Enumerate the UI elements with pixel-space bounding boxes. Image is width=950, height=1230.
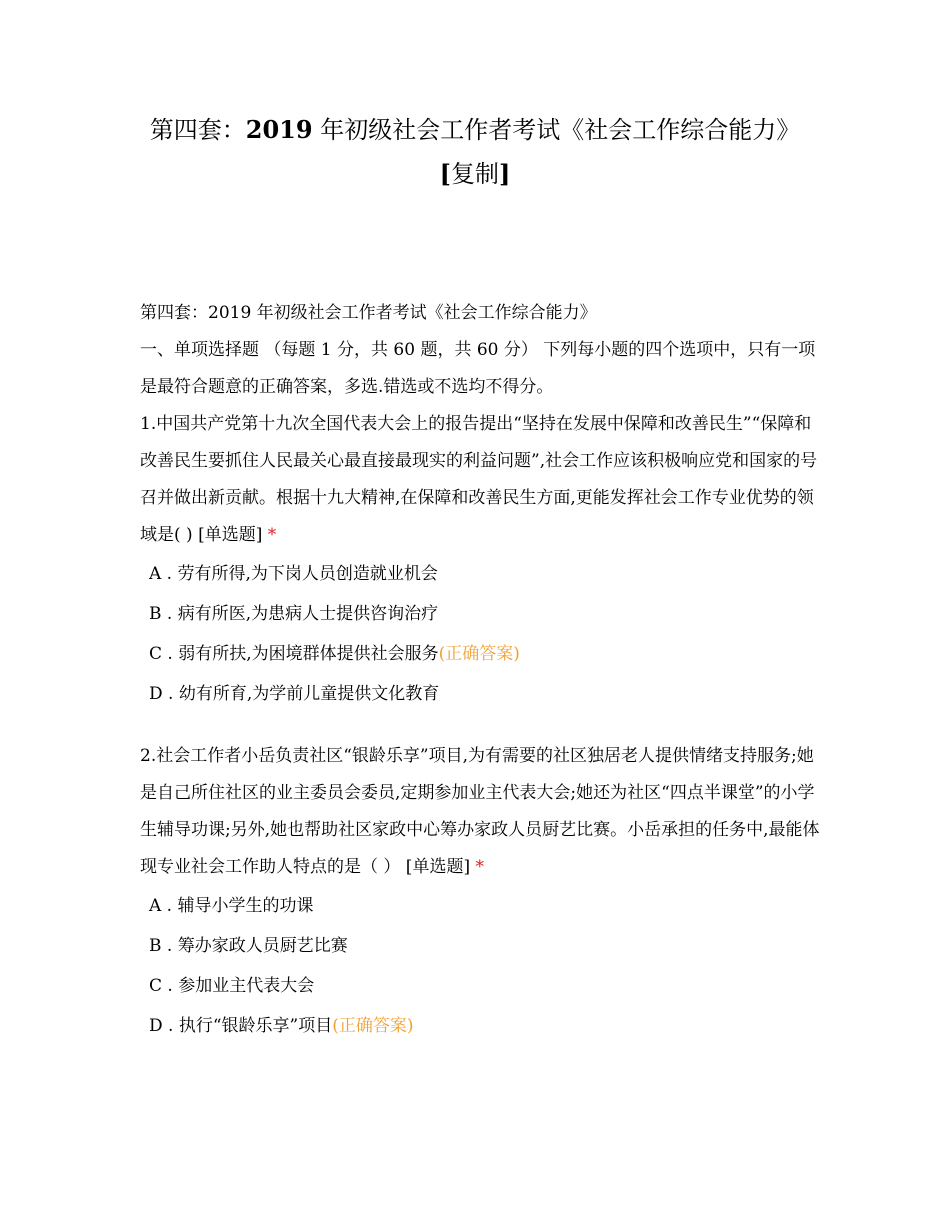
option-label: A . 辅导小学生的功课 [149, 896, 314, 916]
survey-instructions: 一、单项选择题 （每题 1 分，共 60 题，共 60 分） 下列每小题的四个选项中，只有一项是最符合题意的正确答案，多选.错选或不选均不得分。 [140, 340, 816, 397]
option-a[interactable] [140, 886, 820, 926]
option-label: B . 病有所医,为患病人士提供咨询治疗 [149, 604, 439, 624]
correct-answer-tag: (正确答案) [332, 1016, 414, 1036]
correct-answer-tag: (正确答案) [438, 644, 520, 664]
option-a[interactable] [140, 554, 820, 594]
question-prompt: 1.中国共产党第十九次全国代表大会上的报告提出“坚持在发展中保障和改善民生”“保障和改善民生要抓住人民最关心最直接最现实的利益问题”,社会工作应该积极响应党和国家的号召并做出新贡献。根据十九大精神,在保障和改善民生方面,更能发挥社会工作专业优势的领域是( ) [单选题] [140, 414, 818, 545]
survey-content [140, 295, 820, 1070]
copy-link[interactable]: 复制 [451, 160, 499, 188]
copy-bracket-close: ] [499, 159, 511, 188]
option-d[interactable] [140, 674, 820, 714]
survey-heading: 第四套：2019 年初级社会工作者考试《社会工作综合能力》 [140, 303, 597, 323]
option-b[interactable] [140, 926, 820, 966]
title-year: 2019 [245, 115, 313, 144]
option-label: C . 参加业主代表大会 [149, 976, 315, 996]
option-b[interactable] [140, 594, 820, 634]
page-title [130, 108, 820, 196]
option-label: D . 幼有所育,为学前儿童提供文化教育 [149, 684, 440, 704]
option-d[interactable] [140, 1006, 820, 1046]
title-prefix: 第四套： [149, 116, 246, 144]
option-c[interactable] [140, 634, 820, 674]
question-prompt: 2.社会工作者小岳负责社区“银龄乐享”项目,为有需要的社区独居老人提供情绪支持服务;她是自己所住社区的业主委员会委员,定期参加业主代表大会;她还为社区“四点半课堂”的小学生辅导功课;另外,她也帮助社区家政中心筹办家政人员厨艺比赛。小岳承担的任务中,最能体现专业社会工作助人特点的是（ ） [单选题] [140, 746, 820, 877]
title-main: 年初级社会工作者考试《社会工作综合能力》 [312, 116, 801, 144]
option-c[interactable] [140, 966, 820, 1006]
required-mark: * [262, 525, 277, 545]
question-1 [140, 406, 820, 714]
option-label: C . 弱有所扶,为困境群体提供社会服务 [149, 644, 439, 664]
copy-bracket-open: [ [439, 159, 451, 188]
option-label: B . 筹办家政人员厨艺比赛 [149, 936, 348, 956]
option-label: A . 劳有所得,为下岗人员创造就业机会 [149, 564, 438, 584]
question-text [140, 406, 820, 554]
required-mark: * [470, 857, 484, 877]
option-label: D . 执行“银龄乐享”项目 [149, 1016, 333, 1036]
question-text [140, 738, 820, 886]
question-2 [140, 738, 820, 1046]
